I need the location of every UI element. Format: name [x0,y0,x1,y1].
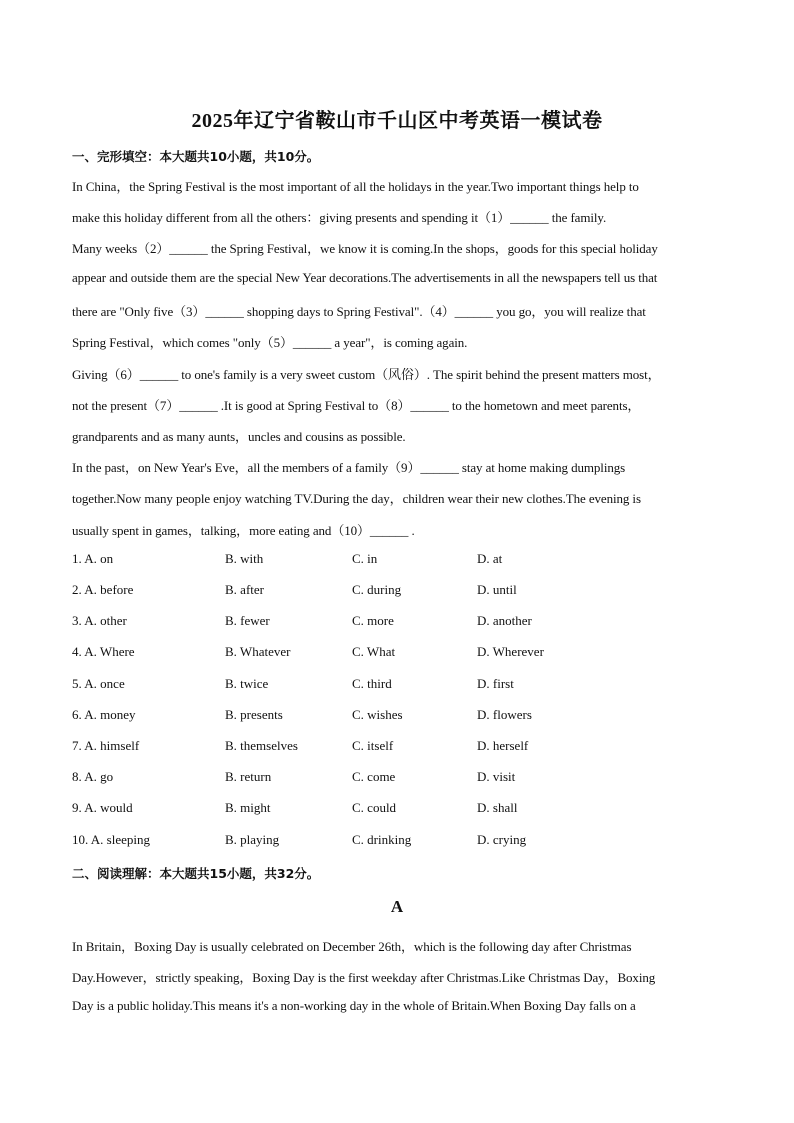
option-a: 9. A. would [72,800,133,815]
option-b: B. return [225,769,272,784]
option-a: 6. A. money [72,707,136,722]
option-a: 8. A. go [72,769,114,784]
option-b: B. presents [225,707,283,722]
question-row [72,800,722,820]
option-c: C. in [352,551,378,566]
option-b: B. twice [225,676,269,691]
option-c: C. itself [352,738,394,753]
cloze-line: appear and outside them are the special New Year decorations.The advertisements in all the newspapers tell us that [72,270,658,285]
question-row [72,738,722,758]
option-b: B. Whatever [225,644,291,659]
cloze-line: Spring Festival，which comes "only（5）______ a year"，is coming again. [72,335,468,350]
option-b: B. with [225,551,264,566]
cloze-line: grandparents and as many aunts，uncles and cousins as possible. [72,429,406,444]
option-a: 5. A. once [72,676,125,691]
option-b: B. fewer [225,613,270,628]
option-b: B. themselves [225,738,298,753]
option-d: D. flowers [477,707,532,722]
question-row [72,832,722,852]
cloze-line: make this holiday different from all the others：giving presents and spending it（1）______ the family. [72,210,607,225]
cloze-line: Giving（6）______ to one's family is a very sweet custom（风俗）. The spirit behind the present matters most， [72,367,661,382]
option-c: C. wishes [352,707,403,722]
cloze-line: not the present（7）______ .It is good at Spring Festival to（8）______ to the hometown and meet parents， [72,398,641,413]
option-c: C. third [352,676,392,691]
option-a: 10. A. sleeping [72,832,150,847]
option-b: B. after [225,582,264,597]
option-c: C. could [352,800,397,815]
cloze-line: there are "Only five（3）______ shopping days to Spring Festival".（4）______ you go，you will realize that [72,304,646,319]
option-a: 2. A. before [72,582,134,597]
option-a: 1. A. on [72,551,114,566]
passage-line: In Britain，Boxing Day is usually celebrated on December 26th，which is the following day after Christmas [72,939,632,954]
cloze-line: In China，the Spring Festival is the most important of all the holidays in the year.Two important things help to [72,179,639,194]
option-b: B. might [225,800,271,815]
cloze-line: usually spent in games，talking，more eating and（10）______ . [72,523,415,538]
option-d: D. until [477,582,517,597]
option-d: D. another [477,613,532,628]
option-a: 3. A. other [72,613,127,628]
question-row [72,613,722,633]
option-c: C. more [352,613,394,628]
option-c: C. drinking [352,832,412,847]
option-d: D. Wherever [477,644,544,659]
cloze-line: In the past，on New Year's Eve，all the members of a family（9）______ stay at home making dumplings [72,460,626,475]
question-row [72,676,722,696]
section-2-header: 二、阅读理解：本大题共15小题，共32分。 [72,866,320,881]
section-1-header: 一、完形填空：本大题共10小题，共10分。 [72,149,320,164]
question-row [72,769,722,789]
question-row [72,582,722,602]
option-d: D. crying [477,832,527,847]
page-title: 2025年辽宁省鞍山市千山区中考英语一模试卷 [191,110,603,132]
option-c: C. during [352,582,402,597]
option-d: D. herself [477,738,529,753]
passage-line: Day is a public holiday.This means it's a non-working day in the whole of Britain.When Boxing Day falls on a [72,998,636,1013]
option-d: D. visit [477,769,516,784]
passage-line: Day.However，strictly speaking，Boxing Day is the first weekday after Christmas.Like Christmas Day，Boxing [72,970,656,985]
option-c: C. What [352,644,396,659]
passage-a-heading: A [390,897,404,916]
option-a: 4. A. Where [72,644,135,659]
question-row [72,707,722,727]
option-d: D. at [477,551,503,566]
cloze-line: Many weeks（2）______ the Spring Festival，we know it is coming.In the shops，goods for this special holiday [72,241,658,256]
option-c: C. come [352,769,396,784]
option-a: 7. A. himself [72,738,140,753]
question-row [72,644,722,664]
option-b: B. playing [225,832,280,847]
option-d: D. shall [477,800,518,815]
question-row [72,551,722,571]
cloze-line: together.Now many people enjoy watching TV.During the day，children wear their new clothes.The evening is [72,491,641,506]
option-d: D. first [477,676,514,691]
